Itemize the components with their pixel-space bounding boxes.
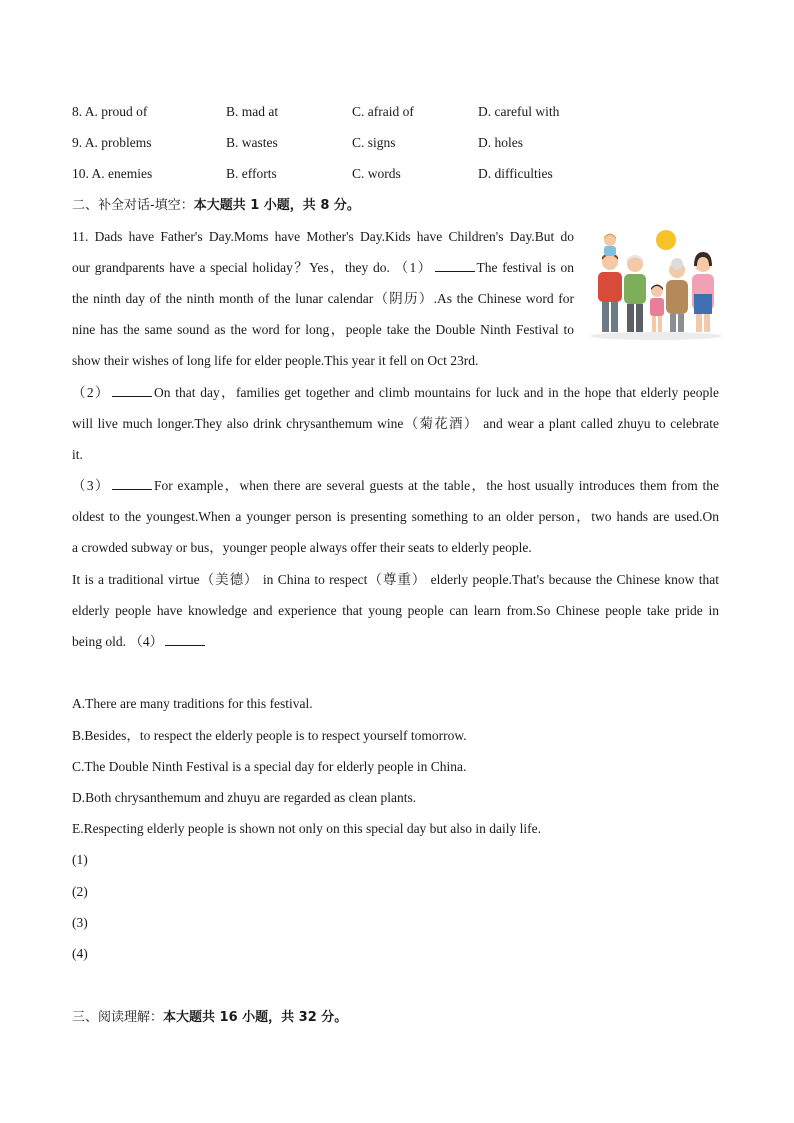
passage-text: For example，when there are several guests at the table，the host usually introduces them from the [153, 478, 719, 493]
passage-line: 11. Dads have Father's Day.Moms have Mother's Day.Kids have Children's Day.But do [72, 229, 574, 244]
section-heading-prefix: 二、补全对话-填空： [72, 198, 194, 213]
passage-text: （3） [72, 478, 110, 493]
passage-line: it. [72, 447, 83, 462]
section-heading-score: 本大题共 16 小题，共 32 分。 [163, 1010, 348, 1025]
passage-line: a crowded subway or bus，younger people always offer their seats to elderly people. [72, 540, 532, 555]
choice-c: C.The Double Ninth Festival is a special day for elderly people in China. [72, 759, 467, 774]
passage-line [72, 383, 719, 403]
passage-line [72, 632, 207, 652]
answer-slot-2[interactable]: (2) [72, 884, 88, 899]
blank-4[interactable] [165, 632, 205, 646]
choice-a: A.There are many traditions for this festival. [72, 696, 313, 711]
option-b: B. efforts [226, 166, 277, 181]
answer-slot-4[interactable]: (4) [72, 946, 88, 961]
section-heading-score: 本大题共 1 小题，共 8 分。 [193, 198, 360, 213]
family-generations-illustration-icon [590, 228, 722, 340]
option-c: C. signs [352, 135, 396, 150]
passage-line: the ninth day of the ninth month of the lunar calendar（阴历）.As the Chinese word for [72, 291, 574, 306]
section-heading-2 [72, 196, 360, 216]
blank-3[interactable] [112, 476, 152, 490]
passage-text: our grandparents have a special holiday？Yes，they do. （1） [72, 260, 433, 275]
passage-text: On that day，families get together and climb mountains for luck and in the hope that elderly people [153, 385, 719, 400]
option-c: C. words [352, 166, 401, 181]
passage-line [72, 476, 719, 496]
option-a: 8. A. proud of [72, 104, 148, 119]
passage-line: nine has the same sound as the word for long，people take the Double Ninth Festival to [72, 322, 574, 337]
option-a: 9. A. problems [72, 135, 152, 150]
option-c: C. afraid of [352, 104, 414, 119]
passage-line [72, 258, 574, 278]
blank-2[interactable] [112, 383, 152, 397]
option-d: D. careful with [478, 104, 560, 119]
option-b: B. mad at [226, 104, 279, 119]
section-heading-3 [72, 1008, 347, 1028]
option-a: 10. A. enemies [72, 166, 153, 181]
passage-line: will live much longer.They also drink chrysanthemum wine（菊花酒） and wear a plant called zhuyu to celebrate [72, 416, 719, 431]
passage-line: elderly people have knowledge and experience that young people can learn from.So Chinese people take pride in [72, 603, 719, 618]
option-d: D. holes [478, 135, 523, 150]
passage-line: show their wishes of long life for elder people.This year it fell on Oct 23rd. [72, 353, 479, 368]
passage-line: It is a traditional virtue（美德） in China to respect（尊重） elderly people.That's because the Chinese know that [72, 572, 719, 587]
option-b: B. wastes [226, 135, 278, 150]
passage-line: oldest to the youngest.When a younger person is presenting something to an older person，two hands are used.On [72, 509, 719, 524]
choice-e: E.Respecting elderly people is shown not only on this special day but also in daily life. [72, 821, 542, 836]
choice-d: D.Both chrysanthemum and zhuyu are regarded as clean plants. [72, 790, 417, 805]
passage-text: The festival is on [476, 260, 574, 275]
passage-text: （2） [72, 385, 110, 400]
answer-slot-3[interactable]: (3) [72, 915, 88, 930]
option-d: D. difficulties [478, 166, 553, 181]
choice-b: B.Besides，to respect the elderly people is to respect yourself tomorrow. [72, 728, 467, 743]
passage-text: being old. （4） [72, 634, 164, 649]
blank-1[interactable] [435, 258, 475, 272]
answer-slot-1[interactable]: (1) [72, 852, 88, 867]
section-heading-prefix: 三、阅读理解： [72, 1010, 164, 1025]
